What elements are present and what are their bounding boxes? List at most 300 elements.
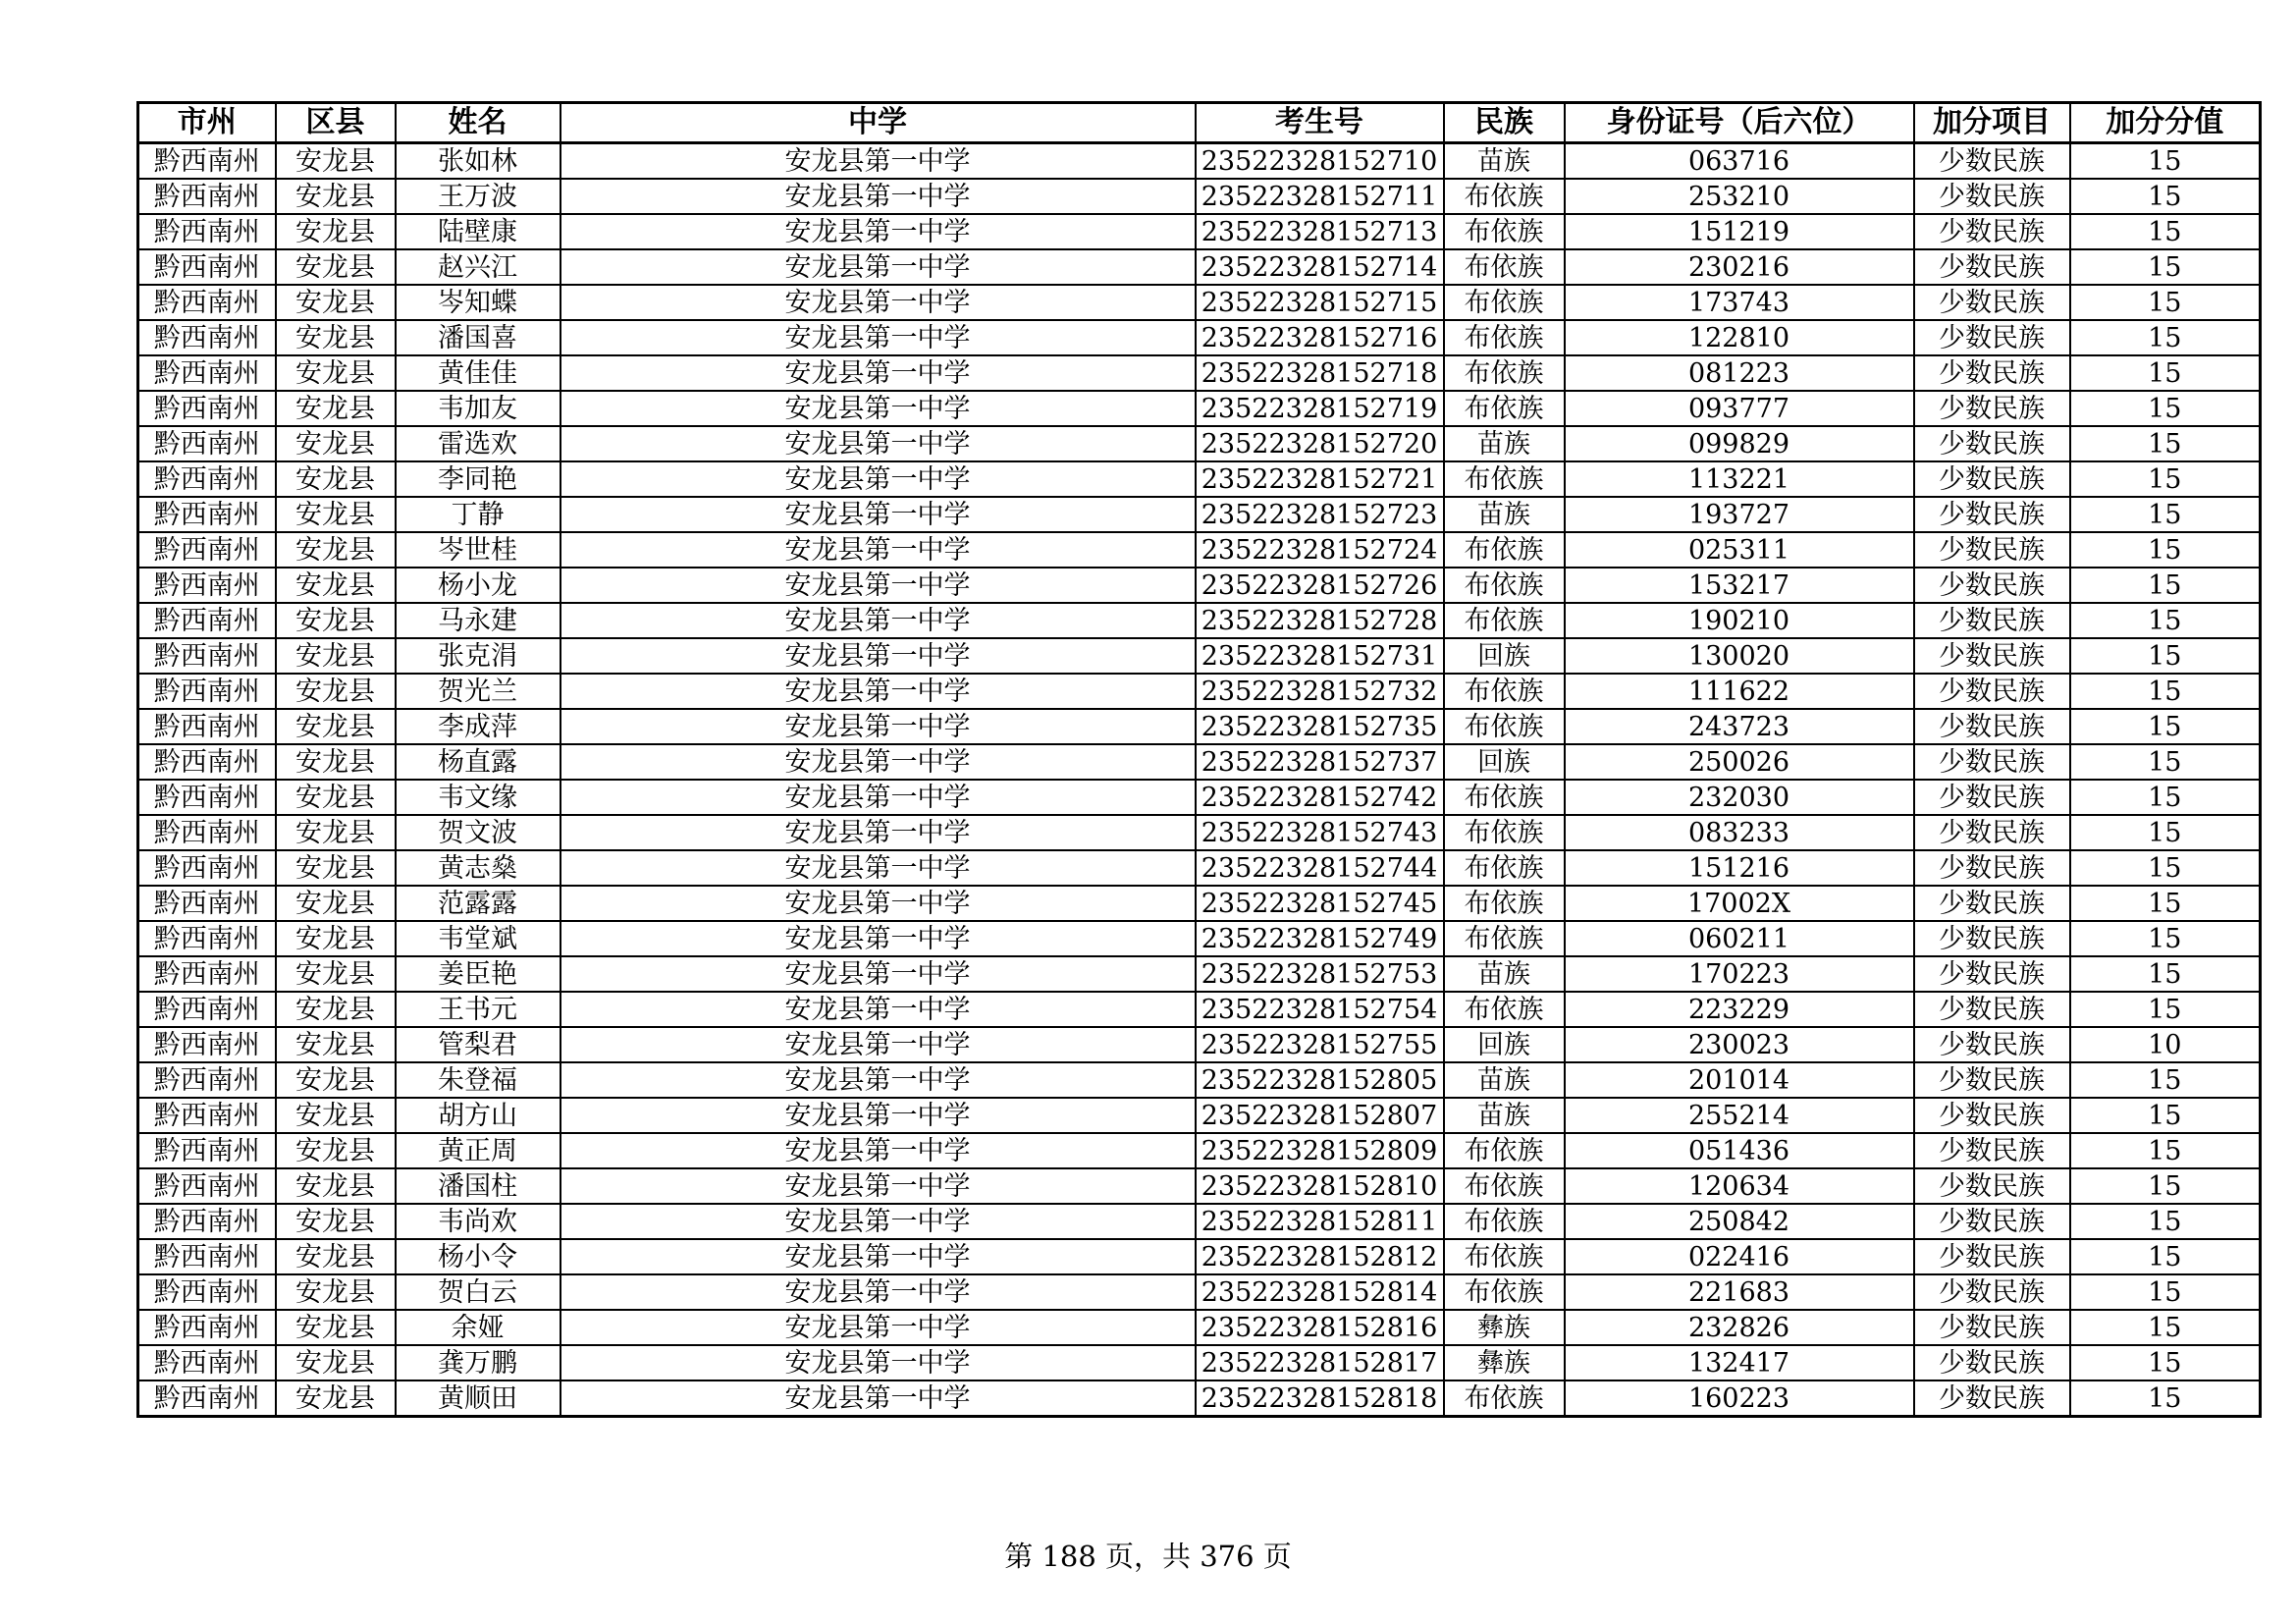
table-row (138, 497, 2261, 532)
cell-city: 黔西南州 (138, 1062, 276, 1098)
cell-name: 黄志燊 (396, 850, 561, 886)
table-row (138, 1062, 2261, 1098)
table-row (138, 461, 2261, 497)
cell-bonus-item: 少数民族 (1914, 1204, 2070, 1239)
cell-name: 贺文波 (396, 815, 561, 850)
cell-city: 黔西南州 (138, 461, 276, 497)
cell-name: 韦文缘 (396, 780, 561, 815)
cell-ethnicity: 回族 (1444, 1027, 1565, 1062)
cell-name: 潘国喜 (396, 320, 561, 355)
cell-bonus-item: 少数民族 (1914, 780, 2070, 815)
cell-school: 安龙县第一中学 (561, 568, 1196, 603)
cell-id-last-six: 17002X (1565, 886, 1914, 921)
cell-school: 安龙县第一中学 (561, 426, 1196, 461)
cell-city: 黔西南州 (138, 1204, 276, 1239)
cell-city: 黔西南州 (138, 143, 276, 180)
cell-bonus-item: 少数民族 (1914, 603, 2070, 638)
table-row (138, 532, 2261, 568)
cell-bonus-item: 少数民族 (1914, 214, 2070, 249)
cell-bonus-item: 少数民族 (1914, 674, 2070, 709)
cell-id-last-six: 151219 (1565, 214, 1914, 249)
cell-bonus-item: 少数民族 (1914, 886, 2070, 921)
cell-city: 黔西南州 (138, 815, 276, 850)
cell-exam-number: 23522328152737 (1196, 744, 1444, 780)
cell-name: 王万波 (396, 179, 561, 214)
table-row (138, 744, 2261, 780)
cell-ethnicity: 苗族 (1444, 143, 1565, 180)
cell-name: 岑知蝶 (396, 285, 561, 320)
cell-id-last-six: 160223 (1565, 1380, 1914, 1417)
cell-school: 安龙县第一中学 (561, 886, 1196, 921)
cell-school: 安龙县第一中学 (561, 1380, 1196, 1417)
cell-bonus-points: 10 (2070, 1027, 2261, 1062)
table-row (138, 1204, 2261, 1239)
cell-id-last-six: 153217 (1565, 568, 1914, 603)
cell-name: 胡方山 (396, 1098, 561, 1133)
cell-city: 黔西南州 (138, 1133, 276, 1168)
cell-school: 安龙县第一中学 (561, 1345, 1196, 1380)
cell-name: 贺光兰 (396, 674, 561, 709)
cell-bonus-item: 少数民族 (1914, 391, 2070, 426)
cell-id-last-six: 151216 (1565, 850, 1914, 886)
cell-name: 雷选欢 (396, 426, 561, 461)
cell-exam-number: 23522328152711 (1196, 179, 1444, 214)
cell-county: 安龙县 (276, 179, 396, 214)
table-row (138, 391, 2261, 426)
cell-county: 安龙县 (276, 1345, 396, 1380)
cell-name: 杨小龙 (396, 568, 561, 603)
cell-school: 安龙县第一中学 (561, 956, 1196, 992)
cell-exam-number: 23522328152726 (1196, 568, 1444, 603)
cell-bonus-points: 15 (2070, 1133, 2261, 1168)
cell-bonus-points: 15 (2070, 143, 2261, 180)
cell-bonus-points: 15 (2070, 780, 2261, 815)
cell-county: 安龙县 (276, 638, 396, 674)
cell-exam-number: 23522328152753 (1196, 956, 1444, 992)
cell-bonus-points: 15 (2070, 285, 2261, 320)
cell-exam-number: 23522328152812 (1196, 1239, 1444, 1274)
cell-city: 黔西南州 (138, 1168, 276, 1204)
cell-bonus-item: 少数民族 (1914, 992, 2070, 1027)
cell-school: 安龙县第一中学 (561, 815, 1196, 850)
cell-bonus-item: 少数民族 (1914, 1168, 2070, 1204)
cell-bonus-points: 15 (2070, 744, 2261, 780)
table-row (138, 603, 2261, 638)
cell-ethnicity: 布依族 (1444, 568, 1565, 603)
table-row (138, 921, 2261, 956)
cell-school: 安龙县第一中学 (561, 1133, 1196, 1168)
cell-county: 安龙县 (276, 780, 396, 815)
cell-ethnicity: 布依族 (1444, 461, 1565, 497)
cell-id-last-six: 120634 (1565, 1168, 1914, 1204)
cell-county: 安龙县 (276, 1239, 396, 1274)
cell-bonus-item: 少数民族 (1914, 461, 2070, 497)
table-row (138, 1310, 2261, 1345)
cell-city: 黔西南州 (138, 426, 276, 461)
cell-exam-number: 23522328152809 (1196, 1133, 1444, 1168)
cell-bonus-points: 15 (2070, 921, 2261, 956)
cell-ethnicity: 布依族 (1444, 179, 1565, 214)
cell-county: 安龙县 (276, 850, 396, 886)
table-row (138, 886, 2261, 921)
cell-bonus-points: 15 (2070, 1380, 2261, 1417)
cell-name: 李成萍 (396, 709, 561, 744)
cell-city: 黔西南州 (138, 1027, 276, 1062)
cell-city: 黔西南州 (138, 1274, 276, 1310)
cell-city: 黔西南州 (138, 921, 276, 956)
cell-ethnicity: 布依族 (1444, 391, 1565, 426)
table-row (138, 956, 2261, 992)
cell-bonus-item: 少数民族 (1914, 355, 2070, 391)
cell-id-last-six: 051436 (1565, 1133, 1914, 1168)
cell-id-last-six: 250026 (1565, 744, 1914, 780)
cell-ethnicity: 布依族 (1444, 780, 1565, 815)
cell-name: 黄佳佳 (396, 355, 561, 391)
cell-county: 安龙县 (276, 992, 396, 1027)
cell-county: 安龙县 (276, 1098, 396, 1133)
cell-bonus-item: 少数民族 (1914, 709, 2070, 744)
cell-id-last-six: 063716 (1565, 143, 1914, 180)
table-row (138, 780, 2261, 815)
table-row (138, 320, 2261, 355)
cell-id-last-six: 221683 (1565, 1274, 1914, 1310)
cell-exam-number: 23522328152710 (1196, 143, 1444, 180)
cell-school: 安龙县第一中学 (561, 461, 1196, 497)
page-footer: 第 188 页，共 376 页 (1004, 1540, 1292, 1573)
cell-id-last-six: 255214 (1565, 1098, 1914, 1133)
header-bonus-points: 加分分值 (2070, 103, 2261, 143)
cell-bonus-points: 15 (2070, 532, 2261, 568)
cell-ethnicity: 布依族 (1444, 709, 1565, 744)
table-row (138, 249, 2261, 285)
cell-bonus-points: 15 (2070, 497, 2261, 532)
cell-exam-number: 23522328152720 (1196, 426, 1444, 461)
cell-ethnicity: 苗族 (1444, 1098, 1565, 1133)
cell-county: 安龙县 (276, 355, 396, 391)
table-row (138, 1345, 2261, 1380)
table-body (138, 143, 2261, 1417)
cell-bonus-points: 15 (2070, 992, 2261, 1027)
cell-bonus-item: 少数民族 (1914, 744, 2070, 780)
cell-city: 黔西南州 (138, 568, 276, 603)
cell-ethnicity: 布依族 (1444, 921, 1565, 956)
cell-exam-number: 23522328152714 (1196, 249, 1444, 285)
cell-ethnicity: 布依族 (1444, 1380, 1565, 1417)
cell-name: 杨小令 (396, 1239, 561, 1274)
cell-exam-number: 23522328152817 (1196, 1345, 1444, 1380)
cell-id-last-six: 250842 (1565, 1204, 1914, 1239)
cell-id-last-six: 130020 (1565, 638, 1914, 674)
table-row (138, 1133, 2261, 1168)
header-school: 中学 (561, 103, 1196, 143)
cell-ethnicity: 彝族 (1444, 1310, 1565, 1345)
cell-ethnicity: 苗族 (1444, 426, 1565, 461)
cell-id-last-six: 232030 (1565, 780, 1914, 815)
cell-name: 龚万鹏 (396, 1345, 561, 1380)
cell-exam-number: 23522328152818 (1196, 1380, 1444, 1417)
table-row (138, 214, 2261, 249)
cell-bonus-points: 15 (2070, 815, 2261, 850)
cell-school: 安龙县第一中学 (561, 497, 1196, 532)
cell-bonus-item: 少数民族 (1914, 285, 2070, 320)
cell-county: 安龙县 (276, 1062, 396, 1098)
header-county: 区县 (276, 103, 396, 143)
cell-exam-number: 23522328152713 (1196, 214, 1444, 249)
cell-bonus-points: 15 (2070, 249, 2261, 285)
cell-ethnicity: 彝族 (1444, 1345, 1565, 1380)
cell-name: 王书元 (396, 992, 561, 1027)
cell-county: 安龙县 (276, 214, 396, 249)
cell-exam-number: 23522328152749 (1196, 921, 1444, 956)
cell-ethnicity: 布依族 (1444, 674, 1565, 709)
data-table (136, 101, 2262, 1418)
cell-county: 安龙县 (276, 1380, 396, 1417)
cell-name: 李同艳 (396, 461, 561, 497)
cell-bonus-points: 15 (2070, 886, 2261, 921)
cell-city: 黔西南州 (138, 744, 276, 780)
cell-bonus-points: 15 (2070, 956, 2261, 992)
header-id-last-six: 身份证号（后六位） (1565, 103, 1914, 143)
cell-exam-number: 23522328152719 (1196, 391, 1444, 426)
cell-bonus-item: 少数民族 (1914, 956, 2070, 992)
cell-id-last-six: 193727 (1565, 497, 1914, 532)
cell-exam-number: 23522328152745 (1196, 886, 1444, 921)
cell-exam-number: 23522328152805 (1196, 1062, 1444, 1098)
cell-ethnicity: 布依族 (1444, 214, 1565, 249)
cell-id-last-six: 025311 (1565, 532, 1914, 568)
cell-city: 黔西南州 (138, 532, 276, 568)
cell-name: 黄顺田 (396, 1380, 561, 1417)
cell-bonus-points: 15 (2070, 1310, 2261, 1345)
cell-id-last-six: 122810 (1565, 320, 1914, 355)
cell-bonus-item: 少数民族 (1914, 1062, 2070, 1098)
cell-school: 安龙县第一中学 (561, 1204, 1196, 1239)
cell-school: 安龙县第一中学 (561, 1239, 1196, 1274)
cell-bonus-points: 15 (2070, 1274, 2261, 1310)
cell-bonus-points: 15 (2070, 1062, 2261, 1098)
cell-exam-number: 23522328152724 (1196, 532, 1444, 568)
cell-bonus-points: 15 (2070, 1345, 2261, 1380)
cell-name: 潘国柱 (396, 1168, 561, 1204)
cell-id-last-six: 060211 (1565, 921, 1914, 956)
table-row (138, 568, 2261, 603)
cell-school: 安龙县第一中学 (561, 850, 1196, 886)
cell-name: 杨直露 (396, 744, 561, 780)
cell-ethnicity: 布依族 (1444, 603, 1565, 638)
cell-bonus-item: 少数民族 (1914, 249, 2070, 285)
cell-county: 安龙县 (276, 674, 396, 709)
cell-exam-number: 23522328152754 (1196, 992, 1444, 1027)
cell-bonus-points: 15 (2070, 179, 2261, 214)
cell-county: 安龙县 (276, 886, 396, 921)
cell-school: 安龙县第一中学 (561, 674, 1196, 709)
cell-bonus-item: 少数民族 (1914, 1098, 2070, 1133)
cell-exam-number: 23522328152814 (1196, 1274, 1444, 1310)
table-row (138, 426, 2261, 461)
cell-bonus-points: 15 (2070, 709, 2261, 744)
cell-city: 黔西南州 (138, 355, 276, 391)
cell-bonus-points: 15 (2070, 568, 2261, 603)
cell-county: 安龙县 (276, 956, 396, 992)
cell-county: 安龙县 (276, 320, 396, 355)
cell-bonus-item: 少数民族 (1914, 1133, 2070, 1168)
cell-name: 韦堂斌 (396, 921, 561, 956)
table-header-row (138, 103, 2261, 143)
cell-county: 安龙县 (276, 143, 396, 180)
cell-city: 黔西南州 (138, 886, 276, 921)
cell-bonus-item: 少数民族 (1914, 532, 2070, 568)
table-row (138, 674, 2261, 709)
cell-school: 安龙县第一中学 (561, 285, 1196, 320)
cell-exam-number: 23522328152723 (1196, 497, 1444, 532)
cell-bonus-points: 15 (2070, 674, 2261, 709)
cell-ethnicity: 布依族 (1444, 1133, 1565, 1168)
cell-ethnicity: 布依族 (1444, 815, 1565, 850)
cell-school: 安龙县第一中学 (561, 744, 1196, 780)
cell-county: 安龙县 (276, 744, 396, 780)
table-row (138, 1168, 2261, 1204)
cell-city: 黔西南州 (138, 320, 276, 355)
cell-id-last-six: 099829 (1565, 426, 1914, 461)
cell-city: 黔西南州 (138, 179, 276, 214)
cell-exam-number: 23522328152721 (1196, 461, 1444, 497)
cell-id-last-six: 022416 (1565, 1239, 1914, 1274)
cell-bonus-points: 15 (2070, 850, 2261, 886)
cell-name: 姜臣艳 (396, 956, 561, 992)
cell-exam-number: 23522328152735 (1196, 709, 1444, 744)
cell-bonus-item: 少数民族 (1914, 850, 2070, 886)
cell-ethnicity: 布依族 (1444, 355, 1565, 391)
cell-bonus-points: 15 (2070, 355, 2261, 391)
cell-city: 黔西南州 (138, 603, 276, 638)
cell-id-last-six: 081223 (1565, 355, 1914, 391)
cell-name: 韦加友 (396, 391, 561, 426)
cell-school: 安龙县第一中学 (561, 214, 1196, 249)
cell-id-last-six: 111622 (1565, 674, 1914, 709)
cell-id-last-six: 223229 (1565, 992, 1914, 1027)
cell-ethnicity: 苗族 (1444, 956, 1565, 992)
cell-county: 安龙县 (276, 709, 396, 744)
table-row (138, 850, 2261, 886)
cell-bonus-item: 少数民族 (1914, 568, 2070, 603)
cell-bonus-item: 少数民族 (1914, 815, 2070, 850)
cell-bonus-points: 15 (2070, 320, 2261, 355)
cell-county: 安龙县 (276, 497, 396, 532)
cell-city: 黔西南州 (138, 1310, 276, 1345)
cell-school: 安龙县第一中学 (561, 179, 1196, 214)
cell-bonus-item: 少数民族 (1914, 638, 2070, 674)
cell-bonus-item: 少数民族 (1914, 1380, 2070, 1417)
cell-county: 安龙县 (276, 1133, 396, 1168)
cell-city: 黔西南州 (138, 497, 276, 532)
cell-county: 安龙县 (276, 461, 396, 497)
cell-county: 安龙县 (276, 1168, 396, 1204)
cell-county: 安龙县 (276, 921, 396, 956)
cell-ethnicity: 布依族 (1444, 1204, 1565, 1239)
cell-school: 安龙县第一中学 (561, 249, 1196, 285)
cell-city: 黔西南州 (138, 850, 276, 886)
header-city: 市州 (138, 103, 276, 143)
cell-name: 马永建 (396, 603, 561, 638)
cell-school: 安龙县第一中学 (561, 603, 1196, 638)
table-row (138, 1098, 2261, 1133)
cell-exam-number: 23522328152715 (1196, 285, 1444, 320)
table-row (138, 815, 2261, 850)
cell-id-last-six: 243723 (1565, 709, 1914, 744)
table-row (138, 1239, 2261, 1274)
table-row (138, 285, 2261, 320)
cell-school: 安龙县第一中学 (561, 709, 1196, 744)
cell-ethnicity: 布依族 (1444, 249, 1565, 285)
cell-ethnicity: 布依族 (1444, 1239, 1565, 1274)
cell-bonus-points: 15 (2070, 391, 2261, 426)
cell-ethnicity: 布依族 (1444, 1274, 1565, 1310)
cell-bonus-points: 15 (2070, 1239, 2261, 1274)
cell-bonus-item: 少数民族 (1914, 1239, 2070, 1274)
cell-id-last-six: 201014 (1565, 1062, 1914, 1098)
cell-id-last-six: 083233 (1565, 815, 1914, 850)
cell-school: 安龙县第一中学 (561, 1098, 1196, 1133)
cell-name: 岑世桂 (396, 532, 561, 568)
cell-school: 安龙县第一中学 (561, 992, 1196, 1027)
cell-id-last-six: 232826 (1565, 1310, 1914, 1345)
cell-id-last-six: 230216 (1565, 249, 1914, 285)
cell-bonus-item: 少数民族 (1914, 921, 2070, 956)
cell-id-last-six: 093777 (1565, 391, 1914, 426)
table-row (138, 1380, 2261, 1417)
header-name: 姓名 (396, 103, 561, 143)
cell-exam-number: 23522328152755 (1196, 1027, 1444, 1062)
cell-ethnicity: 布依族 (1444, 850, 1565, 886)
cell-school: 安龙县第一中学 (561, 1062, 1196, 1098)
cell-exam-number: 23522328152743 (1196, 815, 1444, 850)
cell-name: 张克涓 (396, 638, 561, 674)
cell-ethnicity: 苗族 (1444, 497, 1565, 532)
cell-name: 朱登福 (396, 1062, 561, 1098)
cell-id-last-six: 113221 (1565, 461, 1914, 497)
cell-school: 安龙县第一中学 (561, 355, 1196, 391)
cell-city: 黔西南州 (138, 1380, 276, 1417)
table-row (138, 355, 2261, 391)
cell-school: 安龙县第一中学 (561, 1274, 1196, 1310)
cell-id-last-six: 230023 (1565, 1027, 1914, 1062)
cell-city: 黔西南州 (138, 780, 276, 815)
cell-school: 安龙县第一中学 (561, 391, 1196, 426)
table-row (138, 1027, 2261, 1062)
cell-exam-number: 23522328152810 (1196, 1168, 1444, 1204)
table-row (138, 179, 2261, 214)
header-bonus-item: 加分项目 (1914, 103, 2070, 143)
cell-city: 黔西南州 (138, 956, 276, 992)
cell-county: 安龙县 (276, 285, 396, 320)
cell-city: 黔西南州 (138, 285, 276, 320)
cell-county: 安龙县 (276, 568, 396, 603)
cell-exam-number: 23522328152731 (1196, 638, 1444, 674)
cell-name: 贺白云 (396, 1274, 561, 1310)
cell-ethnicity: 布依族 (1444, 886, 1565, 921)
cell-exam-number: 23522328152718 (1196, 355, 1444, 391)
cell-county: 安龙县 (276, 426, 396, 461)
cell-bonus-item: 少数民族 (1914, 1274, 2070, 1310)
cell-ethnicity: 布依族 (1444, 1168, 1565, 1204)
cell-county: 安龙县 (276, 1310, 396, 1345)
cell-bonus-item: 少数民族 (1914, 1310, 2070, 1345)
header-ethnicity: 民族 (1444, 103, 1565, 143)
cell-city: 黔西南州 (138, 1345, 276, 1380)
cell-bonus-item: 少数民族 (1914, 497, 2070, 532)
cell-ethnicity: 布依族 (1444, 320, 1565, 355)
cell-bonus-item: 少数民族 (1914, 179, 2070, 214)
